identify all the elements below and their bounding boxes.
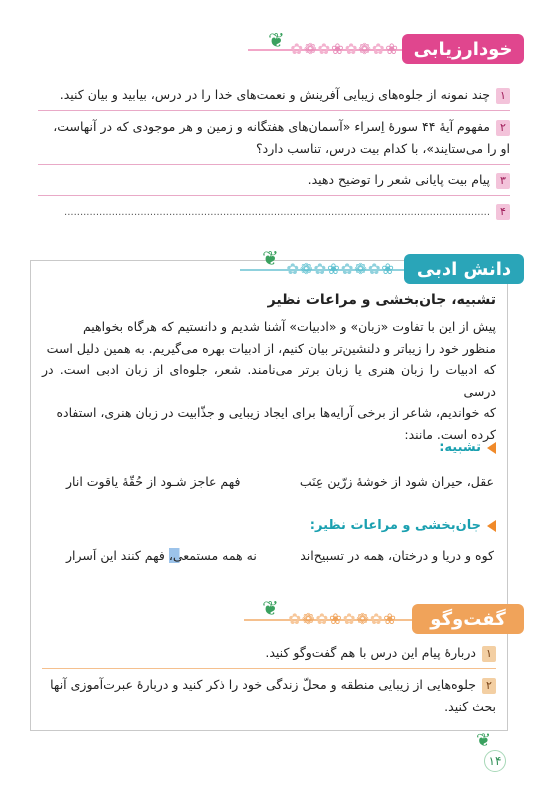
divider [38,110,510,111]
question-1: ۱چند نمونه از جلوه‌های زیبایی آفرینش و نعمت‌های خدا را در درس، بیابید و بیان کنید. [38,84,510,106]
leaf-icon: ❦ [268,28,285,52]
highlighted-text: نه همه مستمعی، [168,548,257,563]
subheading-simile: تشبیه: [439,440,496,455]
verse-2-left: نه همه مستمعی، فهم کنند این اَسرار [66,548,257,563]
leaf-icon: ❦ [476,730,492,751]
page-number: ۱۴ [484,750,506,772]
floral-ornament: ❀ ✿ ❁ ✿ ❀ ✿ ❁ ✿ [290,39,398,58]
literary-heading: تشبیه، جان‌بخشی و مراعات نظیر [267,292,496,308]
self-assessment-title: خودارزیابی [402,34,524,64]
leaf-icon: ❦ [262,596,279,620]
discussion-question-2: ۲جلوه‌هایی از زیبایی منطقه و محلّ زندگی خود را ذکر کنید و دربارهٔ عبرت‌آموزی آنها بحث کنید. [50,677,496,714]
verse-2-right: کوه و دریا و درختان، همه در تسبیح‌اند [300,548,494,563]
floral-ornament: ❀ ✿ ❁ ✿ ❀ ✿ ❁ ✿ [286,259,394,278]
subheading-personification: جان‌بخشی و مراعات نظیر: [310,518,496,533]
discussion-title: گفت‌وگو [412,604,524,634]
divider [38,195,510,196]
verse-1-left: فهم عاجز شـود از حُقّهٔ یاقوت انار [66,474,241,489]
literary-title: دانش ادبی [404,254,524,284]
question-4: ۴...................................................................................................................................... [38,200,510,224]
self-assessment-header [248,34,524,64]
divider [42,668,496,669]
leaf-icon: ❦ [262,246,279,270]
discussion-question-1: ۱دربارهٔ پیام این درس با هم گفت‌وگو کنید. [42,642,496,664]
question-2: ۲مفهوم آیهٔ ۴۴ سورهٔ اِسراء «آسمان‌های هفتگانه و زمین و هر موجودی که در آنهاست، او را می‌ستایند»، با کدام بیت درس، تناسب دارد؟ [53,119,510,156]
floral-ornament: ❀ ✿ ❁ ✿ ❀ ✿ ❁ ✿ [288,609,396,628]
discussion-header [244,604,524,634]
triangle-icon [487,520,496,532]
verse-1-right: عقل، حیران شود از خوشهٔ زرّین عِنَب [299,474,494,489]
question-3: ۳پیام بیت پایانی شعر را توضیح دهید. [38,169,510,191]
literary-paragraph: پیش از این با تفاوت «زبان» و «ادبیات» آشنا شدیم و دانستیم که هرگاه بخواهیم منظور خود را زیباتر و دلنشین‌تر بیان کنیم، از ادبیات بهره می‌گیریم. به همین دلیل است که ادبیات را زبان هنری یا زبان برتر می‌نامند. شعر، جلوه‌ای از زبان ادبی است. در درسی که خواندیم، شاعر از برخی آرایه‌ها برای ایجاد زیبایی و جذّابیت در زبان هنری، استفاده کرده است. مانند: [42,319,496,442]
divider [38,164,510,165]
literary-header [240,254,524,284]
triangle-icon [487,442,496,454]
